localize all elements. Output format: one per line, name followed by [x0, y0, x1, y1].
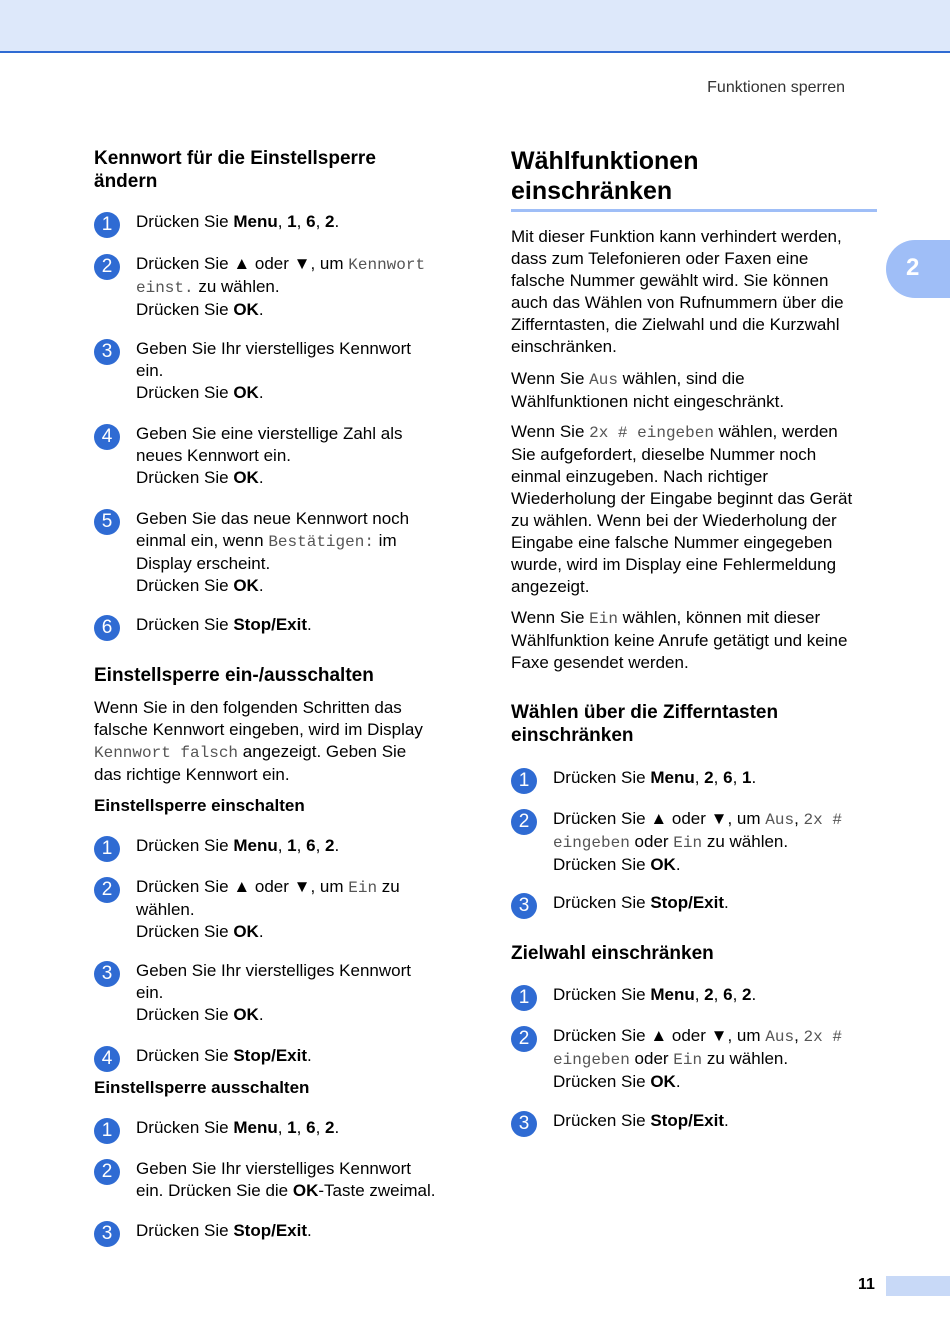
step-number: 3	[94, 339, 120, 365]
step-number: 1	[511, 768, 537, 794]
step-number: 1	[94, 1118, 120, 1144]
paragraph-off: Wenn Sie Aus wählen, sind die Wählfunktionen nicht eingeschränkt.	[511, 369, 785, 411]
paragraph-intro: Mit dieser Funktion kann verhindert werden, dass zum Telefonieren oder Faxen eine falsche Nummer gewählt wird. Sie können auch das Wählen von Rufnummern über die Zifferntasten, die Zielwahl und die Kurzwahl einschränken.	[511, 227, 844, 356]
step-text: Drücken Sie Stop/Exit.	[136, 615, 312, 634]
step-text: Drücken Sie ▲ oder ▼, um Ein zu wählen. Drücken Sie OK.	[136, 877, 400, 941]
heading-rule	[511, 209, 877, 212]
footer-band	[886, 1276, 950, 1296]
step-number: 4	[94, 1046, 120, 1072]
heading-toggle-lock: Einstellsperre ein-/ausschalten	[94, 665, 374, 686]
step-number: 3	[94, 961, 120, 987]
step-text: Geben Sie das neue Kennwort noch einmal ein, wenn Bestätigen: im Display erscheint. Drücken Sie OK.	[136, 509, 410, 595]
step-number: 4	[94, 424, 120, 450]
step-number: 2	[94, 877, 120, 903]
step-number: 6	[94, 615, 120, 641]
step-number: 1	[94, 836, 120, 862]
heading-dial-restriction: Wählfunktionen einschränken	[511, 147, 699, 205]
step-text: Drücken Sie Menu, 1, 6, 2.	[136, 212, 340, 231]
heading-change-password: Kennwort für die Einstellsperre ändern	[94, 148, 376, 192]
step-text: Drücken Sie Stop/Exit.	[553, 893, 729, 912]
subheading-enable-lock: Einstellsperre einschalten	[94, 796, 305, 815]
chapter-number: 2	[906, 254, 920, 281]
step-text: Drücken Sie ▲ oder ▼, um Kennwort einst. zu wählen. Drücken Sie OK.	[136, 254, 426, 319]
step-number: 2	[94, 254, 120, 280]
heading-keypad-restriction: Wählen über die Zifferntasten einschränken	[511, 702, 779, 746]
step-number: 3	[511, 1111, 537, 1137]
step-text: Drücken Sie Stop/Exit.	[553, 1111, 729, 1130]
step-text: Geben Sie Ihr vierstelliges Kennwort ein. Drücken Sie OK.	[136, 961, 411, 1024]
step-text: Drücken Sie Menu, 2, 6, 2.	[553, 985, 757, 1004]
step-text: Drücken Sie Stop/Exit.	[136, 1221, 312, 1240]
step-number: 3	[94, 1221, 120, 1247]
step-number: 2	[511, 809, 537, 835]
step-text: Drücken Sie Menu, 1, 6, 2.	[136, 836, 340, 855]
subheading-disable-lock: Einstellsperre ausschalten	[94, 1078, 310, 1097]
running-header: Funktionen sperren	[707, 79, 845, 96]
intro-paragraph: Wenn Sie in den folgenden Schritten das falsche Kennwort eingeben, wird im Display Kennwort falsch angezeigt. Geben Sie das richtige Kennwort ein.	[94, 698, 423, 784]
step-text: Drücken Sie ▲ oder ▼, um Aus, 2x # eingeben oder Ein zu wählen. Drücken Sie OK.	[553, 809, 842, 874]
step-number: 3	[511, 893, 537, 919]
step-text: Geben Sie Ihr vierstelliges Kennwort ein. Drücken Sie OK.	[136, 339, 411, 402]
step-number: 2	[94, 1159, 120, 1185]
step-text: Geben Sie Ihr vierstelliges Kennwort ein. Drücken Sie die OK-Taste zweimal.	[136, 1159, 436, 1200]
page-number: 11	[858, 1276, 875, 1293]
step-text: Drücken Sie Menu, 2, 6, 1.	[553, 768, 757, 787]
step-text: Geben Sie eine vierstellige Zahl als neues Kennwort ein. Drücken Sie OK.	[136, 424, 403, 487]
step-number: 1	[511, 985, 537, 1011]
step-number: 5	[94, 509, 120, 535]
paragraph-twice: Wenn Sie 2x # eingeben wählen, werden Sie aufgefordert, dieselbe Nummer noch einmal einzugeben. Nach richtiger Wiederholung der Eingabe beginnt das Gerät zu wählen. Wenn bei der Wiederholung der Eingabe eine falsche Nummer eingegeben wurde, wird im Display eine Fehlermeldung angezeigt.	[511, 422, 853, 596]
chapter-tab	[886, 240, 950, 298]
step-number: 1	[94, 212, 120, 238]
step-number: 2	[511, 1026, 537, 1052]
heading-speed-dial-restriction: Zielwahl einschränken	[511, 943, 714, 964]
top-header-band	[0, 0, 950, 53]
step-text: Drücken Sie Menu, 1, 6, 2.	[136, 1118, 340, 1137]
step-text: Drücken Sie Stop/Exit.	[136, 1046, 312, 1065]
paragraph-on: Wenn Sie Ein wählen, können mit dieser Wählfunktion keine Anrufe getätigt und keine Faxe gesendet werden.	[511, 608, 848, 672]
step-text: Drücken Sie ▲ oder ▼, um Aus, 2x # eingeben oder Ein zu wählen. Drücken Sie OK.	[553, 1026, 842, 1091]
